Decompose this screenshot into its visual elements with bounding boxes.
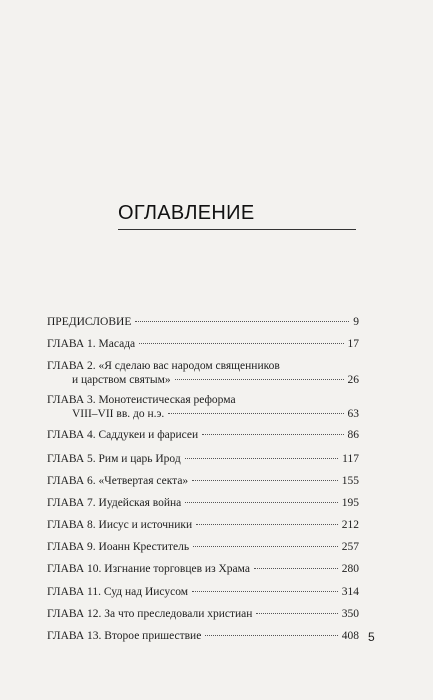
toc-entry-title: ГЛАВА 6. «Четвертая секта»: [47, 475, 189, 487]
toc-entry-title: ГЛАВА 2. «Я сделаю вас народом священников: [47, 360, 280, 372]
toc-entry-page: 17: [347, 338, 359, 350]
page-number: 5: [368, 630, 375, 644]
toc-entry: [47, 474, 359, 488]
dot-leader: [193, 546, 338, 547]
toc-entry-title: и царством святым»: [72, 374, 171, 386]
toc-entry: [47, 452, 359, 466]
toc-entry: [47, 518, 359, 532]
toc-entry-title: ГЛАВА 3. Монотеистическая реформа: [47, 394, 236, 406]
title-underline: [118, 229, 356, 230]
dot-leader: [135, 321, 349, 322]
toc-entry: [47, 585, 359, 599]
toc-entry-page: 350: [341, 608, 359, 620]
dot-leader: [196, 524, 338, 525]
dot-leader: [185, 502, 337, 503]
toc-entry-title: ГЛАВА 4. Саддукеи и фарисеи: [47, 429, 199, 441]
toc-entry: [47, 337, 359, 351]
toc-entry-title: ГЛАВА 1. Масада: [47, 338, 136, 350]
toc-entry-page: 280: [341, 563, 359, 575]
toc-entry: [47, 393, 359, 421]
dot-leader: [192, 480, 338, 481]
toc-entry-title: ГЛАВА 8. Иисус и источники: [47, 519, 193, 531]
dot-leader: [175, 379, 344, 380]
toc-entry: [47, 540, 359, 554]
toc-entry: [47, 428, 359, 442]
toc-entry-title: ПРЕДИСЛОВИЕ: [47, 316, 132, 328]
toc-entry: [47, 315, 359, 329]
toc-entry-title: ГЛАВА 7. Иудейская война: [47, 497, 182, 509]
toc-entry-page: 195: [341, 497, 359, 509]
toc-entry-page: 26: [347, 374, 359, 386]
toc-entry: [47, 562, 359, 576]
dot-leader: [192, 591, 338, 592]
toc-entry: [47, 359, 359, 387]
dot-leader: [256, 613, 337, 614]
dot-leader: [139, 343, 343, 344]
toc-entry-title: ГЛАВА 11. Суд над Иисусом: [47, 586, 189, 598]
toc-entry-page: 117: [342, 453, 359, 465]
dot-leader: [202, 434, 343, 435]
toc-entry-title: ГЛАВА 12. За что преследовали христиан: [47, 608, 253, 620]
dot-leader: [185, 458, 338, 459]
toc-entry-page: 408: [341, 630, 359, 642]
dot-leader: [205, 635, 337, 636]
toc-entry-page: 63: [347, 408, 359, 420]
toc-entry: [47, 607, 359, 621]
dot-leader: [254, 568, 338, 569]
toc-entry-title: ГЛАВА 9. Иоанн Креститель: [47, 541, 190, 553]
toc-entry-page: 86: [347, 429, 359, 441]
page-title: ОГЛАВЛЕНИЕ: [118, 202, 255, 224]
toc-entry-page: 212: [341, 519, 359, 531]
toc-entry: [47, 629, 359, 643]
toc-entry-page: 155: [341, 475, 359, 487]
toc-entry: [47, 496, 359, 510]
toc-entry-title: ГЛАВА 5. Рим и царь Ирод: [47, 453, 181, 465]
toc-entry-page: 257: [341, 541, 359, 553]
toc-entry-page: 9: [353, 316, 359, 328]
toc-entry-title: ГЛАВА 13. Второе пришествие: [47, 630, 202, 642]
toc-entry-title: ГЛАВА 10. Изгнание торговцев из Храма: [47, 563, 250, 575]
dot-leader: [168, 413, 343, 414]
toc-entry-page: 314: [341, 586, 359, 598]
toc-entry-title: VIII–VII вв. до н.э.: [72, 408, 165, 420]
